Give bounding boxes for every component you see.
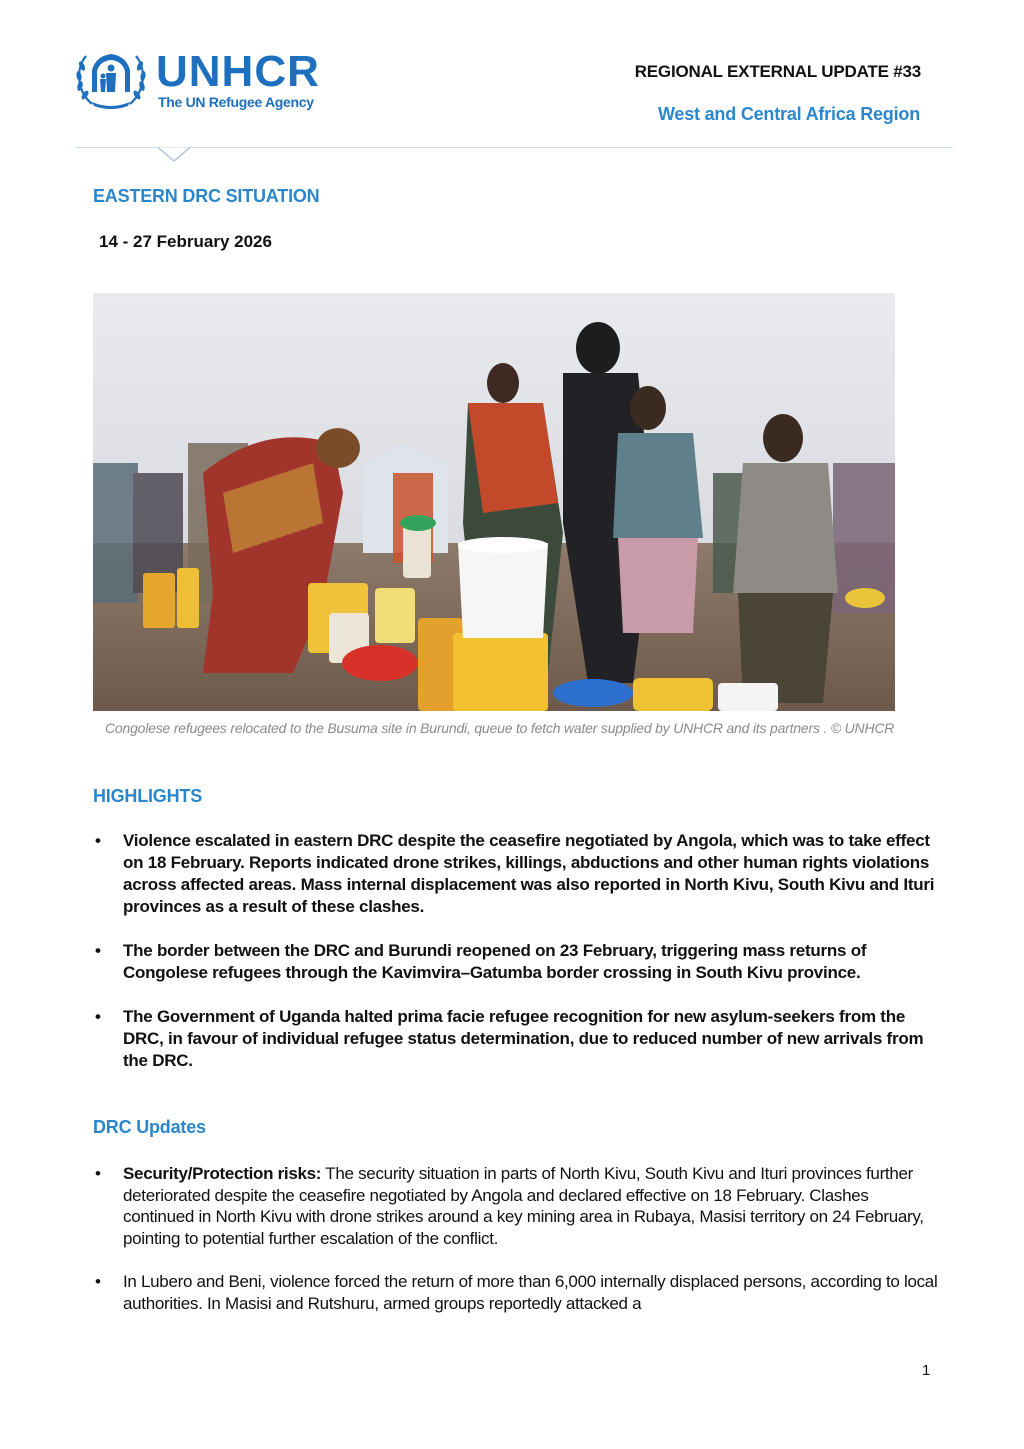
highlight-item [93,830,943,918]
bullet-icon: • [95,1272,101,1291]
highlight-item [93,1006,943,1072]
highlights-heading: HIGHLIGHTS [93,786,202,806]
region-subtitle: West and Central Africa Region [657,104,920,124]
highlight-text: The border between the DRC and Burundi reopened on 23 February, triggering mass returns of Congolese refugees through the Kavimvira–Gatumba border crossing in South Kivu province. [123,941,867,982]
highlight-item [93,940,943,984]
update-label: Security/Protection risks: [123,1164,322,1183]
bullet-icon: • [95,941,101,960]
page-number: 1 [922,1362,931,1379]
photo-caption: Congolese refugees relocated to the Busuma site in Burundi, queue to fetch water supplied by UNHCR and its partners . © UNHCR [105,720,895,736]
update-text: In Lubero and Beni, violence forced the return of more than 6,000 internally displaced persons, according to local authorities. In Masisi and Rutshuru, armed groups reportedly attacked a [123,1272,938,1313]
drc-updates-heading: DRC Updates [93,1117,206,1137]
logo-tagline: The UN Refugee Agency [158,94,314,110]
logo-wordmark: UNHCR [156,47,320,96]
unhcr-emblem-icon [74,48,148,110]
refugees-water-queue-photo [93,293,895,711]
header-divider [76,147,953,148]
bullet-icon: • [95,831,101,850]
cover-photo [93,293,895,711]
highlight-text: Violence escalated in eastern DRC despite the ceasefire negotiated by Angola, which was to take effect on 18 February. Reports indicated drone strikes, killings, abductions and other human rights violations across affected areas. Mass internal displacement was also reported in North Kivu, South Kivu and Ituri provinces as a result of these clashes. [123,831,935,916]
date-range: 14 - 27 February 2026 [99,232,272,251]
drc-updates-list [93,1163,943,1336]
highlights-list [93,830,943,1094]
situation-title: EASTERN DRC SITUATION [93,186,320,206]
update-item [93,1163,943,1249]
report-title: REGIONAL EXTERNAL UPDATE #33 [634,62,921,81]
bullet-icon: • [95,1007,101,1026]
highlight-text: The Government of Uganda halted prima facie refugee recognition for new asylum-seekers from the DRC, in favour of individual refugee status determination, due to reduced number of new arrivals from the DRC. [123,1007,924,1070]
chevron-down-icon [158,147,190,163]
unhcr-logo [74,48,354,112]
bullet-icon: • [95,1164,101,1183]
update-text: The security situation in parts of North Kivu, South Kivu and Ituri provinces further deteriorated despite the ceasefire negotiated by Angola and declared effective on 18 February. Clashes continued in North Kivu with drone strikes around a key mining area in Rubaya, Masisi territory on 24 February, pointing to potential further escalation of the conflict. [123,1164,924,1248]
update-item [93,1271,943,1314]
